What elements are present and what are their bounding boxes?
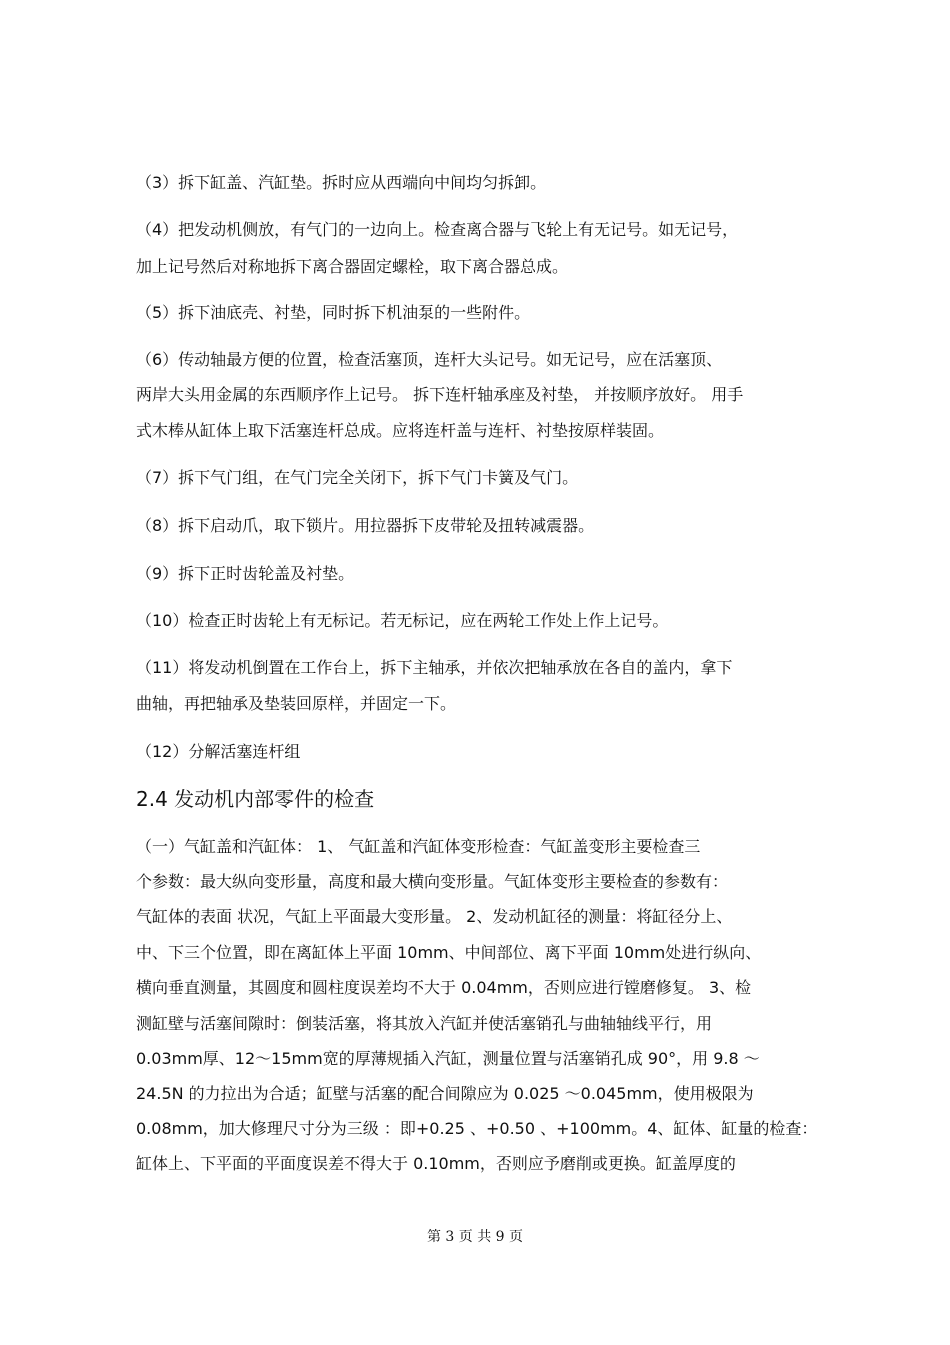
paragraph-step-6-line-3: 式木棒从缸体上取下活塞连杆总成。应将连杆盖与连杆、衬垫按原样装固。 <box>136 421 665 440</box>
paragraph-step-12: （12）分解活塞连杆组 <box>136 742 301 761</box>
body-line-4: 中、下三个位置，即在离缸体上平面 10mm、中间部位、离下平面 10mm处进行纵向、 <box>136 943 762 962</box>
page-footer: 第 3 页 共 9 页 <box>426 1229 524 1245</box>
paragraph-step-11-line-1: （11）将发动机倒置在工作台上，拆下主轴承，并依次把轴承放在各自的盖内，拿下 <box>136 658 733 677</box>
paragraph-step-3: （3）拆下缸盖、汽缸垫。拆时应从西端向中间均匀拆卸。 <box>136 173 547 192</box>
body-line-8: 24.5N 的力拉出为合适；缸壁与活塞的配合间隙应为 0.025 ～0.045mm，使用极限为 <box>136 1084 754 1103</box>
body-line-2: 个参数：最大纵向变形量，高度和最大横向变形量。气缸体变形主要检查的参数有： <box>136 872 729 891</box>
paragraph-step-5: （5）拆下油底壳、衬垫，同时拆下机油泵的一些附件。 <box>136 303 531 322</box>
body-line-7: 0.03mm厚、12～15mm宽的厚薄规插入汽缸，测量位置与活塞销孔成 90°，用 9.8 ～ <box>136 1049 760 1068</box>
paragraph-step-4-line-2: 加上记号然后对称地拆下离合器固定螺栓，取下离合器总成。 <box>136 257 569 276</box>
paragraph-step-8: （8）拆下启动爪，取下锁片。用拉器拆下皮带轮及扭转减震器。 <box>136 516 595 535</box>
body-line-9: 0.08mm，加大修理尺寸分为三级 ：即+0.25 、+0.50 、+100mm。4、缸体、缸量的检查： <box>136 1119 818 1138</box>
body-line-1: （一）气缸盖和汽缸体： 1、 气缸盖和汽缸体变形检查：气缸盖变形主要检查三 <box>136 837 701 856</box>
body-line-5: 横向垂直测量，其圆度和圆柱度误差均不大于 0.04mm，否则应进行镗磨修复。 3、检 <box>136 978 752 997</box>
section-heading: 2.4 发动机内部零件的检查 <box>136 787 375 811</box>
paragraph-step-6-line-1: （6）传动轴最方便的位置，检查活塞顶，连杆大头记号。如无记号，应在活塞顶、 <box>136 350 723 369</box>
paragraph-step-9: （9）拆下正时齿轮盖及衬垫。 <box>136 564 355 583</box>
paragraph-step-7: （7）拆下气门组，在气门完全关闭下，拆下气门卡簧及气门。 <box>136 468 579 487</box>
paragraph-step-10: （10）检查正时齿轮上有无标记。若无标记，应在两轮工作处上作上记号。 <box>136 611 669 630</box>
body-line-10: 缸体上、下平面的平面度误差不得大于 0.10mm，否则应予磨削或更换。缸盖厚度的 <box>136 1154 736 1173</box>
paragraph-step-11-line-2: 曲轴，再把轴承及垫装回原样，并固定一下。 <box>136 694 457 713</box>
paragraph-step-6-line-2: 两岸大头用金属的东西顺序作上记号。 拆下连杆轴承座及衬垫， 并按顺序放好。 用手 <box>136 385 744 404</box>
body-line-3: 气缸体的表面 状况，气缸上平面最大变形量。 2、发动机缸径的测量：将缸径分上、 <box>136 907 733 926</box>
paragraph-step-4-line-1: （4）把发动机侧放，有气门的一边向上。检查离合器与飞轮上有无记号。如无记号， <box>136 220 739 239</box>
body-line-6: 测缸壁与活塞间隙时：倒装活塞，将其放入汽缸并使活塞销孔与曲轴轴线平行，用 <box>136 1014 713 1033</box>
